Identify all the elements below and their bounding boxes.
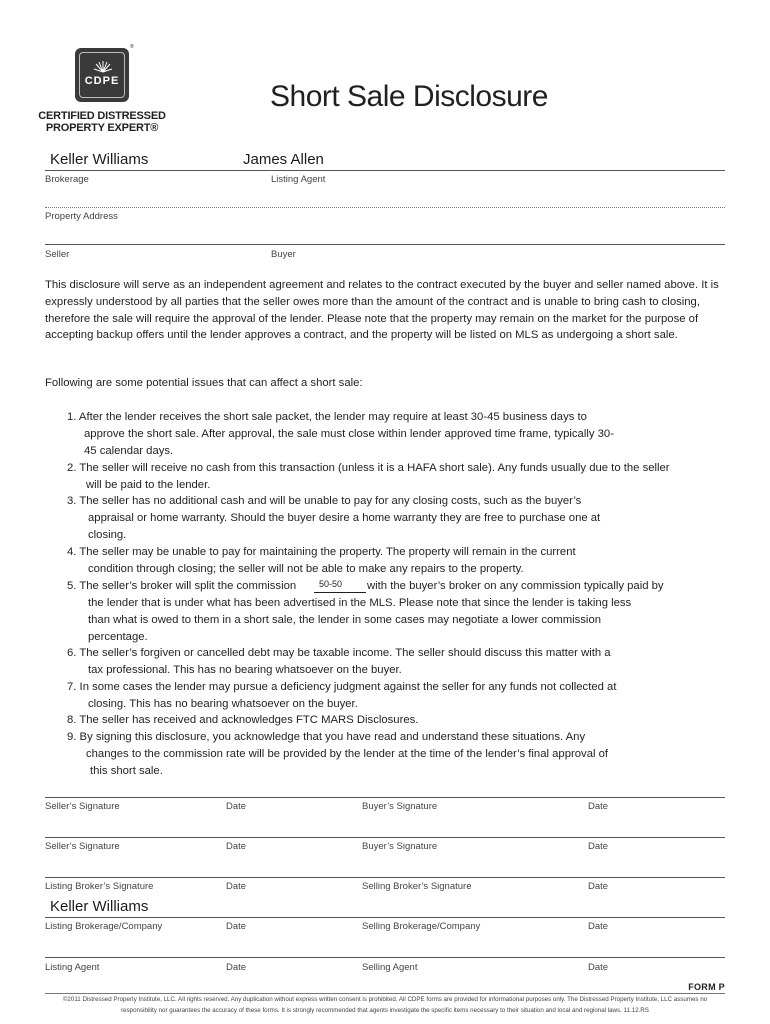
item-8-line1: 8. The seller has received and acknowledges FTC MARS Disclosures. (67, 714, 419, 726)
sig-row5-label3: Selling Agent (362, 962, 418, 973)
intro-paragraph: This disclosure will serve as an independent agreement and relates to the contract executed by the buyer and seller named above. It is expressly understood by all parties that the seller owes more than the amount of the contract and is unable to bring cash to closing, therefore the sale will require the approval of the lender. Please note that the property may remain on the market for the purpose of accepting backup offers until the lender approves a contract, and the property will be listed on MLS as undergoing a short sale. (45, 279, 719, 342)
brokerage-rule (45, 170, 725, 171)
sunburst-icon (93, 59, 113, 73)
sig-row2-label2: Date (226, 841, 247, 852)
property-address-label: Property Address (45, 211, 118, 222)
sig-row1-label4: Date (588, 801, 609, 812)
following-text: Following are some potential issues that can affect a short sale: (45, 377, 363, 389)
item-7-line1: 7. In some cases the lender may pursue a deficiency judgment against the seller for any funds not collected at (67, 681, 617, 693)
registered-mark: ® (130, 44, 134, 50)
sig-row3-label4: Date (588, 881, 609, 892)
sig-row3-label1: Listing Broker’s Signature (45, 881, 154, 892)
footer-rule (45, 993, 725, 994)
item-1-line3: 45 calendar days. (84, 445, 174, 457)
footer-line1: ©2011 Distressed Property Institute, LLC. All rights reserved. Any duplication without express written consent is prohibited. All CDPE forms are provided for informational purposes only. The Distressed Property Institute, LLC assumes no (62, 996, 708, 1003)
sig-row5-label2: Date (226, 962, 247, 973)
sig-row1-label2: Date (226, 801, 247, 812)
sig-row3-label3: Selling Broker’s Signature (362, 881, 472, 892)
brokerage-label: Brokerage (45, 174, 89, 185)
signature-line-4[interactable] (45, 917, 725, 918)
item-9-line2: changes to the commission rate will be provided by the lender at the time of the lender’s final approval of (86, 748, 609, 760)
sig-row2-label3: Buyer’s Signature (362, 841, 438, 852)
logo-text: CDPE (84, 75, 120, 87)
logo-frame (79, 52, 125, 98)
sig-row3-label2: Date (226, 881, 247, 892)
item-5-line2: the lender that is under what has been advertised in the MLS. Please note that since the lender is taking less (88, 597, 632, 609)
sig-row1-label3: Buyer’s Signature (362, 801, 438, 812)
item-4-line1: 4. The seller may be unable to pay for maintaining the property. The property will remain in the current (67, 546, 576, 558)
listing-company-value[interactable]: Keller Williams (50, 898, 149, 915)
commission-split-line (314, 592, 366, 593)
item-2-line1: 2. The seller will receive no cash from this transaction (unless it is a HAFA short sale). Any funds usually due to the seller (67, 462, 670, 474)
item-7-line2: closing. This has no bearing whatsoever on the buyer. (88, 698, 358, 710)
listing-agent-value[interactable]: James Allen (243, 151, 324, 168)
item-9-line3: this short sale. (90, 765, 163, 777)
item-5-line4: percentage. (88, 631, 148, 643)
sig-row5-label4: Date (588, 962, 609, 973)
signature-line-5[interactable] (45, 957, 725, 958)
buyer-label: Buyer (271, 249, 296, 260)
sig-row2-label1: Seller’s Signature (45, 841, 120, 852)
signature-line-2[interactable] (45, 837, 725, 838)
signature-line-3[interactable] (45, 877, 725, 878)
sig-row4-label1: Listing Brokerage/Company (45, 921, 163, 932)
commission-split-value[interactable]: 50-50 (319, 579, 343, 589)
footer-line2: responsibility nor guarantees the accuracy of these forms. It is strongly recommended that agents investigate the specific items necessary to their situation and local and regional laws. 11.12.RS (121, 1007, 649, 1014)
property-address-field[interactable] (45, 207, 725, 208)
item-3-line1: 3. The seller has no additional cash and will be unable to pay for any closing costs, such as the buyer’s (67, 495, 582, 507)
item-1-line2: approve the short sale. After approval, the sale must close within lender approved time frame, typically 30- (84, 428, 614, 440)
item-5-line1b: with the buyer’s broker on any commission typically paid by (367, 580, 664, 592)
item-1-line1: 1. After the lender receives the short sale packet, the lender may require at least 30-45 business days to (67, 411, 587, 423)
document-title: Short Sale Disclosure (270, 80, 548, 113)
sig-row4-label4: Date (588, 921, 609, 932)
sig-row4-label3: Selling Brokerage/Company (362, 921, 481, 932)
cdpe-logo (75, 48, 129, 102)
item-6-line1: 6. The seller’s forgiven or cancelled debt may be taxable income. The seller should discuss this matter with a (67, 647, 611, 659)
sig-row2-label4: Date (588, 841, 609, 852)
item-2-line2: will be paid to the lender. (86, 479, 211, 491)
form-label: FORM P (688, 982, 725, 992)
sig-row1-label1: Seller’s Signature (45, 801, 120, 812)
item-4-line2: condition through closing; the seller will not be able to make any repairs to the property. (88, 563, 524, 575)
sig-row4-label2: Date (226, 921, 247, 932)
item-6-line2: tax professional. This has no bearing whatsoever on the buyer. (88, 664, 402, 676)
item-9-line1: 9. By signing this disclosure, you acknowledge that you have read and understand these situations. Any (67, 731, 586, 743)
item-3-line2: appraisal or home warranty. Should the buyer desire a home warranty they are free to purchase one at (88, 512, 601, 524)
item-5-line1a: 5. The seller’s broker will split the commission (67, 580, 297, 592)
logo-caption-line1: CERTIFIED DISTRESSED (38, 110, 166, 122)
signature-line-1[interactable] (45, 797, 725, 798)
logo-caption-line2: PROPERTY EXPERT® (45, 122, 159, 134)
sig-row5-label1: Listing Agent (45, 962, 100, 973)
seller-buyer-field[interactable] (45, 244, 725, 245)
item-5-line3: than what is owed to them in a short sale, the lender in some cases may negotiate a lower commission (88, 614, 602, 626)
item-3-line3: closing. (88, 529, 127, 541)
brokerage-value[interactable]: Keller Williams (50, 151, 149, 168)
seller-label: Seller (45, 249, 70, 260)
listing-agent-label: Listing Agent (271, 174, 326, 185)
